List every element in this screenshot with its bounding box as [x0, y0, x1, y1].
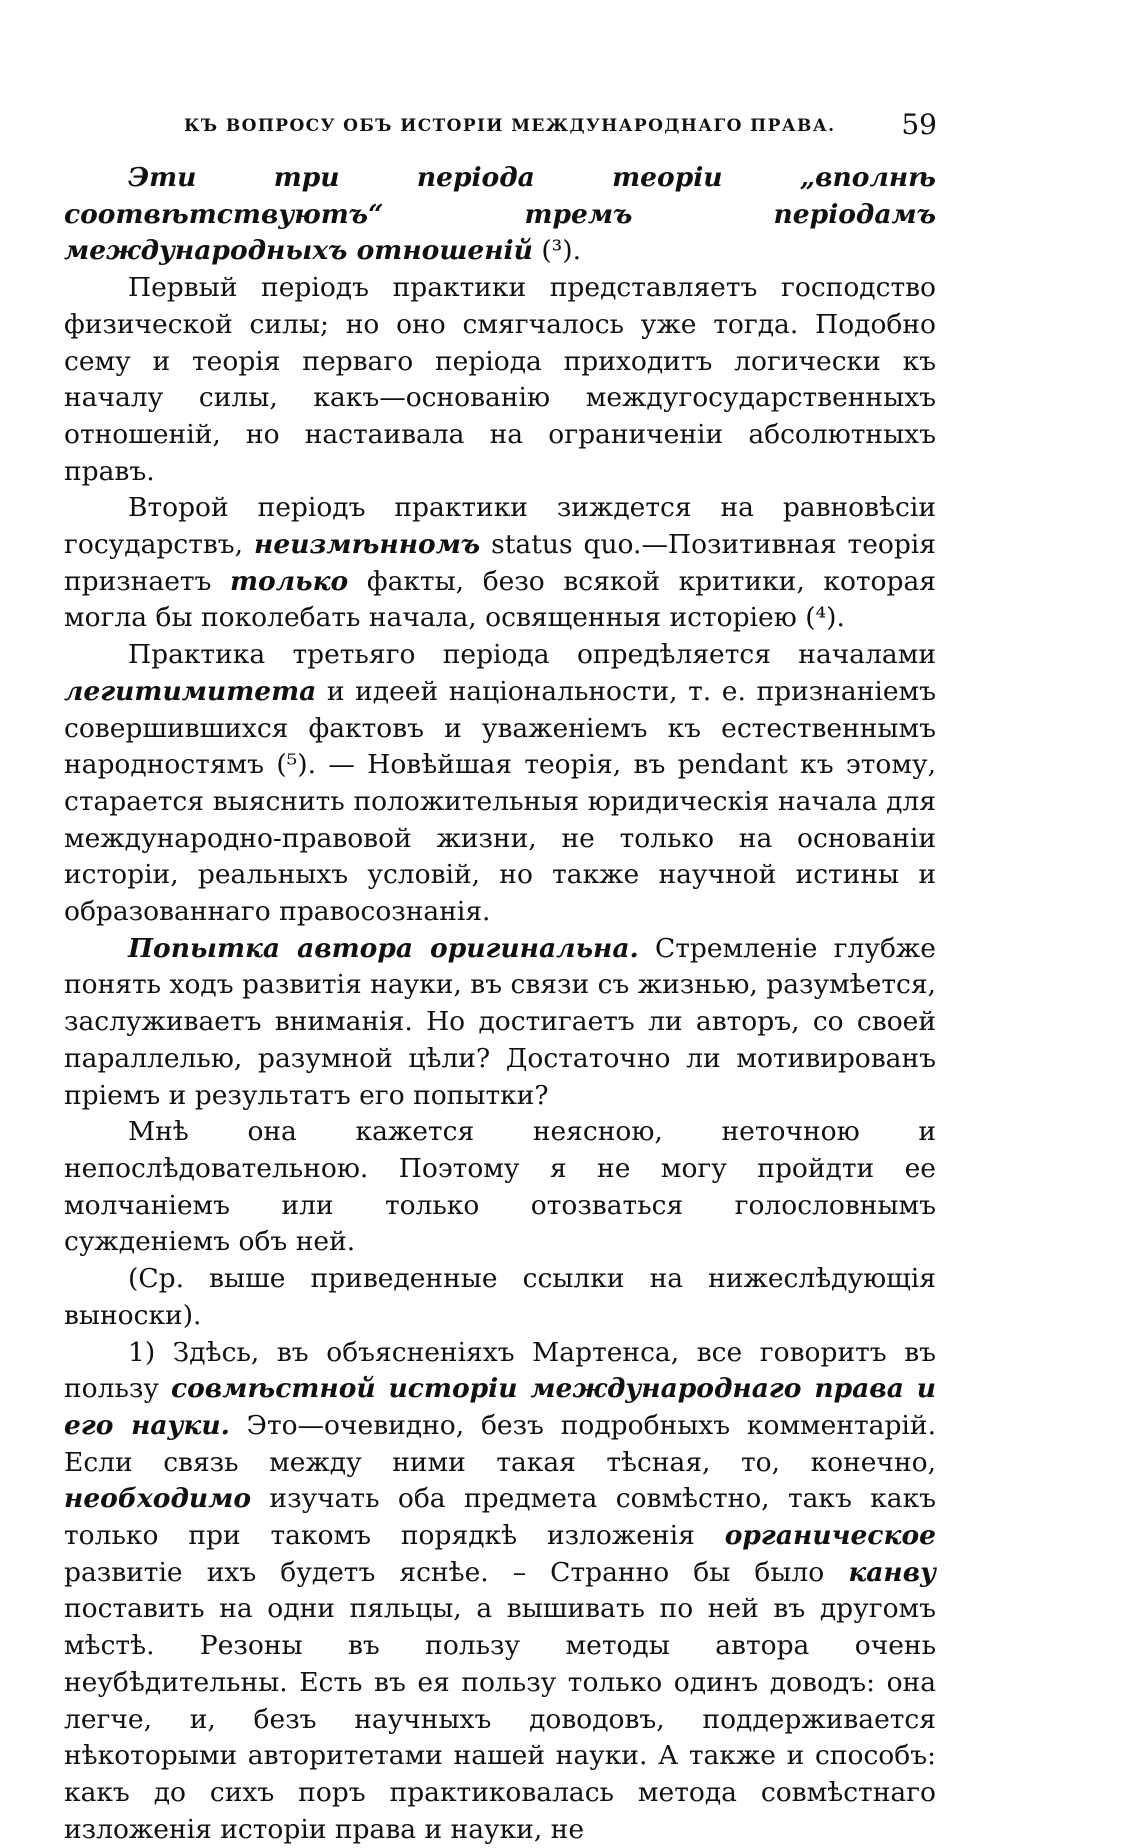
paragraph-3-span-2: неизмѣнномъ: [254, 529, 480, 560]
paragraph-8-span-6: органическое: [725, 1520, 936, 1551]
paragraph-8-span-4: необходимо: [64, 1483, 251, 1514]
paragraph-4-span-1: Практика третьяго періода опредѣляется началами: [128, 639, 936, 670]
paragraph-5: [64, 931, 936, 1115]
paragraph-8-span-5: изучать оба предмета совмѣстно, такъ какъ только при такомъ порядкѣ изложенія: [64, 1483, 936, 1551]
page-number: 59: [901, 108, 937, 141]
body-text: [64, 160, 936, 1848]
paragraph-3-span-5: факты, безо всякой критики, которая могла бы поколебать начала, освященныя исторіею (⁴).: [64, 566, 936, 634]
paragraph-3-span-1: Второй періодъ практики зиждется на равновѣсіи государствъ,: [64, 492, 936, 560]
paragraph-4-span-3: и идеей національности, т. е. признаніемъ совершившихся фактовъ и уваженіемъ къ естественнымъ народностямъ (⁵). — Новѣйшая теорія, въ pendant къ этому, старается выяснить положительныя юридическія начала для международно-правовой жизни, не только на основаніи исторіи, реальныхъ условій, но также научной истины и образованнаго правосознанія.: [64, 676, 936, 927]
paragraph-3-span-4: только: [230, 566, 348, 597]
page-header: [184, 108, 937, 148]
paragraph-4-span-2: легитимитета: [64, 676, 316, 707]
paragraph-4: [64, 637, 936, 931]
paragraph-8-span-2: совмѣстной исторіи международнаго права и его науки.: [64, 1373, 936, 1441]
paragraph-2-span-1: Первый періодъ практики представляетъ господство физической силы; но оно смягчалось уже тогда. Подобно сему и теорія перваго періода приходитъ логически къ началу силы, какъ—основанію междугосударственныхъ отношеній, но настаивала на ограниченіи абсолютныхъ правъ.: [64, 272, 936, 487]
paragraph-1-span-2: (³).: [533, 235, 581, 266]
running-head: КЪ ВОПРОСУ ОБЪ ИСТОРІИ МЕЖДУНАРОДНАГО ПРАВА.: [184, 116, 835, 136]
paragraph-7-span-1: (Ср. выше приведенные ссылки на нижеслѣдующія выноски).: [64, 1263, 936, 1331]
paragraph-8-span-7: развитіе ихъ будетъ яснѣе. – Странно бы было: [64, 1557, 848, 1588]
paragraph-5-span-2: Стремленіе глубже понять ходъ развитія науки, въ связи съ жизнью, разумѣется, заслуживаетъ вниманія. Но достигаетъ ли авторъ, со своей параллелью, разумной цѣли? Достаточно ли мотивированъ пріемъ и результатъ его попытки?: [64, 933, 936, 1111]
paragraph-8-span-9: поставить на одни пяльцы, а вышивать по ней въ другомъ мѣстѣ. Резоны въ пользу методы автора очень неубѣдительны. Есть въ ея пользу только одинъ доводъ: она легче, и, безъ научныхъ доводовъ, поддерживается нѣкоторыми авторитетами нашей науки. А также и способъ: какъ до сихъ поръ практиковалась метода совмѣстнаго изложенія исторіи права и науки, не: [64, 1593, 936, 1844]
paragraph-8-span-8: канву: [848, 1557, 936, 1588]
paragraph-8: [64, 1335, 936, 1848]
paragraph-1: [64, 160, 936, 270]
paragraph-2: [64, 270, 936, 490]
paragraph-6-span-1: Мнѣ она кажется неясною, неточною и непослѣдовательною. Поэтому я не могу пройдти ее молчаніемъ или только отозваться голословнымъ сужденіемъ объ ней.: [64, 1116, 936, 1257]
paragraph-5-span-1: Попытка автора оригинальна.: [128, 933, 639, 964]
paragraph-8-span-3: Это—очевидно, безъ подробныхъ комментарій. Если связь между ними такая тѣсная, то, конечно,: [64, 1410, 936, 1478]
paragraph-6: [64, 1114, 936, 1261]
paragraph-7: [64, 1261, 936, 1334]
paragraph-3-span-3: status quo.—Позитивная теорія признаетъ: [64, 529, 936, 597]
paragraph-1-span-1: Эти три періода теоріи „вполнѣ соотвѣтствуютъ“ тремъ періодамъ международныхъ отношеній: [64, 162, 936, 266]
paragraph-8-span-1: 1) Здѣсь, въ объясненіяхъ Мартенса, все говоритъ въ пользу: [64, 1337, 936, 1405]
paragraph-3: [64, 490, 936, 637]
